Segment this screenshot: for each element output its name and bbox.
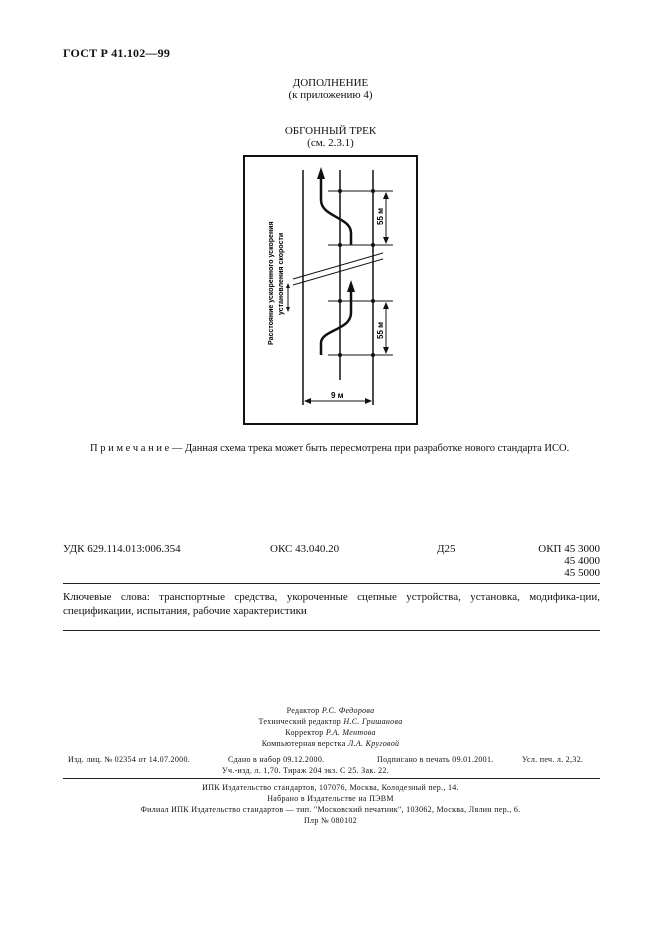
break-line-2 xyxy=(293,259,383,285)
figure-subtitle: (см. 2.3.1) xyxy=(307,137,354,149)
note-text: — Данная схема трека может быть пересмотрена при разработке нового стандарта ИСО. xyxy=(169,443,570,454)
divider-top xyxy=(63,583,600,584)
figure-title: ОБГОННЫЙ ТРЕК xyxy=(284,125,377,137)
publisher-line-1: ИПК Издательство стандартов, 107076, Москва, Колодезный пер., 14. xyxy=(202,783,459,792)
publisher-line-4: Плр № 080102 xyxy=(303,816,357,825)
overtaking-track-diagram xyxy=(243,155,418,425)
keywords: Ключевые слова: транспортные средства, укороченные сцепные устройства, установка, модифика-ции, спецификации, испытания, рабочие характеристики xyxy=(63,591,600,617)
side-label-1: Расстояние ускоренного ускорения xyxy=(268,221,275,345)
publisher-line-2: Набрано в Издательстве на ПЭВМ xyxy=(267,794,394,803)
d-code: Д25 xyxy=(437,543,456,555)
publisher-line-3: Филиал ИПК Издательство стандартов — тип. "Московский печатник", 103062, Москва, Лялин пер., 6. xyxy=(140,805,521,814)
imprint-print-date: Подписано в печать 09.01.2001. xyxy=(377,755,494,764)
credit-tech-editor: Технический редактор Н.С. Гришанова xyxy=(258,717,403,726)
upper-path-arrow xyxy=(317,167,325,179)
break-line-1 xyxy=(293,253,383,279)
appendix-subtitle: (к приложению 4) xyxy=(288,89,373,101)
dim-top-label: 55 м xyxy=(376,207,385,225)
udk-code: УДК 629.114.013:006.354 xyxy=(63,543,181,555)
credit-layout: Компьютерная верстка Л.А. Круговой xyxy=(261,739,400,748)
oks-code: ОКС 43.040.20 xyxy=(270,543,340,555)
note-prefix: П р и м е ч а н и е xyxy=(90,443,170,454)
dim-bottom-label: 55 м xyxy=(376,321,385,339)
credit-corrector: Корректор Р.А. Ментова xyxy=(285,728,376,737)
figure-note xyxy=(90,443,569,454)
imprint-print-sheets: Усл. печ. л. 2,32. xyxy=(522,755,584,764)
standard-number: ГОСТ Р 41.102—99 xyxy=(63,46,171,60)
upper-lane-change-path xyxy=(321,177,351,245)
lower-path-arrow xyxy=(347,280,355,292)
dim-width-label: 9 м xyxy=(331,391,344,400)
imprint-license: Изд. лиц. № 02354 от 14.07.2000. xyxy=(68,755,191,764)
imprint-set-date: Сдано в набор 09.12.2000. xyxy=(228,755,325,764)
okp-code-2: 45 4000 xyxy=(564,555,600,567)
credit-editor: Редактор Р.С. Федорова xyxy=(286,706,375,715)
lower-lane-change-path xyxy=(321,290,351,355)
okp-code-3: 45 5000 xyxy=(564,567,600,579)
divider-bottom xyxy=(63,630,600,631)
appendix-title: ДОПОЛНЕНИЕ xyxy=(292,77,369,89)
divider-imprint xyxy=(63,778,600,779)
side-label-2: установления скорости xyxy=(278,232,285,315)
okp-code-1: ОКП 45 3000 xyxy=(538,543,600,555)
imprint-line2: Уч.-изд. л. 1,70. Тираж 204 экз. С 25. Зак. 22. xyxy=(222,766,390,775)
